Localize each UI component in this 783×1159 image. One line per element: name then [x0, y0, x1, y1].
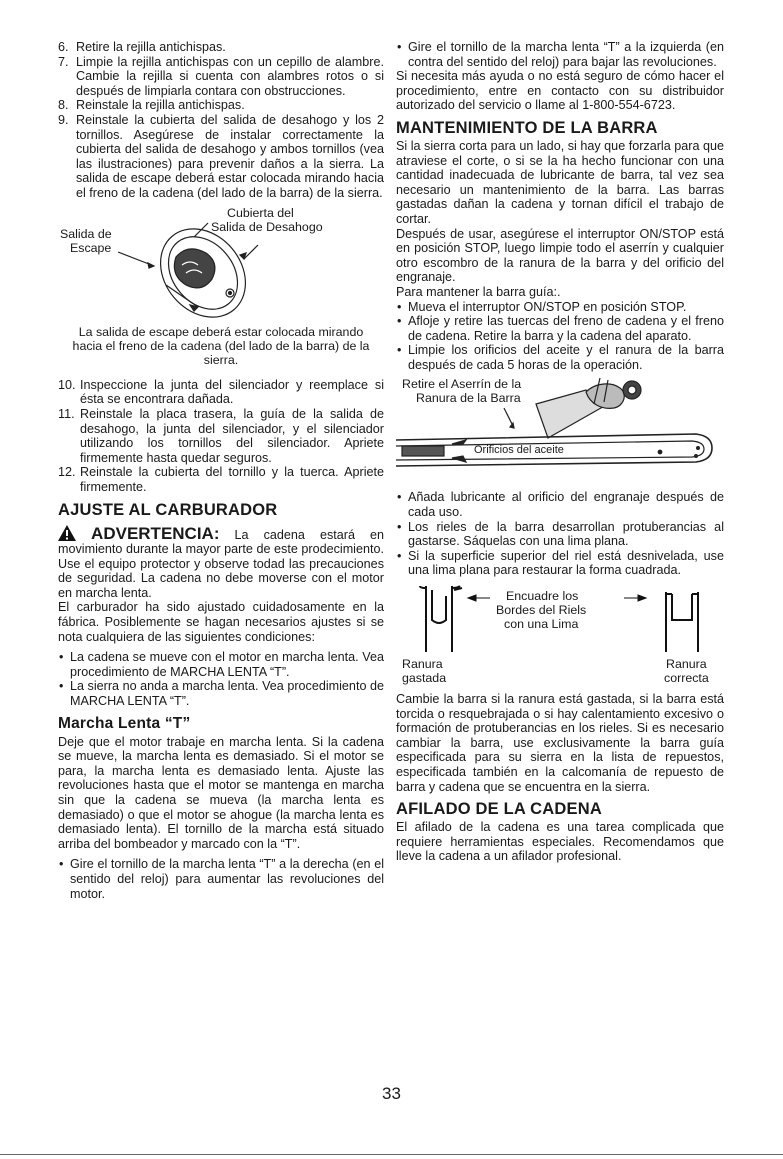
- list-item: 6. Retire la rejilla antichispas.: [58, 40, 226, 54]
- rail-center-2: Bordes del Riels: [496, 603, 587, 618]
- warning-title: ADVERTENCIA:: [91, 523, 220, 543]
- idle-paragraph: Deje que el motor trabaje en marcha lenta. Si la cadena se mueve, la marcha lenta es demasiado. Si el motor se para, la marcha lenta es demasiado lenta. Ajuste las revoluciones hasta que el motor se mantenga en marcha sin que la cadena se mueva (la marcha lenta es demasiado) o que el motor se ahogue (la marcha lenta es demasiado lenta). El tornillo de la marcha está situado arriba del bombeador y marcado con la “T”.: [58, 734, 384, 851]
- bar-paragraph-3: Para mantener la barra guía:.: [396, 284, 561, 299]
- list-item: 9. Reinstale la cubierta del salida de desahogo y los 2 tornillos. Asegúrese de instalar correctamente la cubierta del salida de desahogo y ambos tornillos (vea las ilustraciones) para prevenir daños a la sierra. La salida de escape deberá estar colocada mirando hacia el freno de la cadena (del lado de la barra) de la sierra.: [58, 112, 384, 200]
- list-item: 7. Limpie la rejilla antichispas con un cepillo de alambre. Cambie la rejilla si cuenta con alambres rotos o si después de limpiarla contara con obstrucciones.: [58, 54, 384, 98]
- list-item: • Gire el tornillo de la marcha lenta “T” a la derecha (en el sentido del reloj) para aumentar las revoluciones del motor.: [58, 857, 384, 901]
- carb-bullets: [58, 650, 384, 708]
- list-item: • Afloje y retire las tuercas del freno de cadena y el freno de cadena. Retire la barra y la cadena del aparato.: [396, 314, 724, 343]
- muffler-figure: [58, 207, 384, 325]
- rail-left-1: Ranura: [402, 657, 443, 672]
- list-item: • Añada lubricante al orificio del engranaje después de cada uso.: [396, 490, 724, 519]
- warning-block: [58, 525, 384, 601]
- label-exhaust-1: Salida de: [60, 226, 112, 241]
- bar-bullets: [396, 300, 724, 373]
- rail-left-2: gastada: [402, 671, 447, 686]
- muffler-illustration: [58, 207, 384, 325]
- muffler-caption: La salida de escape deberá estar colocada mirando hacia el freno de la cadena (del lado de la barra) de la sierra.: [72, 324, 370, 368]
- replace-paragraph: Cambie la barra si la ranura está gastada, si la barra está torcida o resquebrajada o si hay calentamiento excesivo o formación de protuberancias en los rieles. Si es necesario cambiar la barra, use exclusivamente la barra guía especificada para su sierra en la lista de repuestos, especificada también en la calcomanía de repuesto de barra y cadena que se encuentra en la sierra.: [396, 692, 724, 794]
- rail-right-1: Ranura: [666, 657, 707, 672]
- bar-heading: MANTENIMIENTO DE LA BARRA: [396, 118, 658, 137]
- bar-label-2: Ranura de la Barra: [416, 391, 521, 406]
- sharpen-paragraph: El afilado de la cadena es una tarea complicada que requiere herramientas especiales. Recomendamos que lleve la cadena a un afilador profesional.: [396, 820, 724, 864]
- sharpen-heading: AFILADO DE LA CADENA: [396, 800, 602, 819]
- bottom-rule: [0, 1154, 783, 1155]
- list-item: • Si la superficie superior del riel está desnivelada, use una lima plana para restaurar la forma cuadrada.: [396, 549, 724, 578]
- label-cover: Cubierta del: [227, 205, 294, 220]
- idle-bullets-cont: [396, 40, 724, 69]
- rail-figure: [396, 582, 724, 690]
- bar-illustration: [396, 374, 724, 486]
- label-vent: Salida de Desahogo: [211, 219, 323, 234]
- bar-bullets-2: [396, 490, 724, 578]
- list-item: 12. Reinstale la cubierta del tornillo y la tuerca. Apriete firmemente.: [58, 465, 384, 494]
- list-item: 8. Reinstale la rejilla antichispas.: [58, 98, 245, 113]
- left-column: [58, 40, 384, 901]
- list-item: • Gire el tornillo de la marcha lenta “T” a la izquierda (en contra del sentido del reloj) para bajar las revoluciones.: [396, 40, 724, 69]
- warning-text: La cadena estará en movimiento durante la mayor parte de este prodecimiento. Use el equipo protector y observe todad las precauciones de seguridad. La cadena no debe moverse con el motor en marcha lenta.: [58, 527, 385, 600]
- steps-list-a: [58, 40, 384, 201]
- list-item: • Mueva el interruptor ON/STOP en posición STOP.: [396, 300, 724, 315]
- oil-holes-label: Orificios del aceite: [474, 444, 564, 457]
- list-item: • La sierra no anda a marcha lenta. Vea procedimiento de MARCHA LENTA “T”.: [58, 679, 384, 708]
- list-item: 10. Inspeccione la junta del silenciador y reemplace si ésta se encontrara dañada.: [58, 377, 384, 407]
- right-column: [396, 40, 724, 864]
- list-item: 11. Reinstale la placa trasera, la guía de la salida de desahogo, la junta del silenciador, y el silenciador utilizando los tornillos del silenciador. Apriete firmemente hasta quedar seguros.: [58, 406, 384, 465]
- idle-bullets: [58, 857, 384, 901]
- help-paragraph: Si necesita más ayuda o no está seguro de cómo hacer el procedimiento, entre en contacto con su distribuidor autorizado del servicio o llame al 1-800-554-6723.: [396, 69, 724, 113]
- bar-label-1: Retire el Aserrín de la: [402, 377, 522, 392]
- rail-center-1: Encuadre los: [506, 589, 579, 604]
- bar-figure: [396, 374, 724, 486]
- list-item: • Los rieles de la barra desarrollan protuberancias al gastarse. Sáquelas con una lima plana.: [396, 520, 724, 549]
- rail-right-2: correcta: [664, 671, 709, 686]
- rail-center-3: con una Lima: [504, 617, 579, 632]
- carburetor-heading: AJUSTE AL CARBURADOR: [58, 500, 278, 519]
- page-number: 33: [382, 1084, 401, 1103]
- bar-paragraph-2: Después de usar, asegúrese el interruptor ON/STOP está en posición STOP, luego limpie todo el aserrín y cualquier otro escombro de la ranura de la barra y del orificio del engranaje.: [396, 226, 724, 285]
- steps-list-b: [58, 378, 384, 495]
- carb-paragraph: El carburador ha sido ajustado cuidadosamente en la fábrica. Posiblemente se hagan necesarios ajustes si se nota cualquiera de las siguientes condiciones:: [58, 600, 384, 644]
- list-item: • La cadena se mueve con el motor en marcha lenta. Vea procedimiento de MARCHA LENTA “T”.: [58, 650, 384, 679]
- warning-icon: [58, 525, 76, 541]
- bar-paragraph-1: Si la sierra corta para un lado, si hay que forzarla para que atraviese el corte, o si se la ha hecho funcionar con una cantidad inadecuada de lubricante de barra, tal vez sea necesario un mantenimiento de la barra. Las barras gastadas dañan la cadena y tornan difícil el trabajo de cortar.: [396, 138, 724, 226]
- label-exhaust-2: Escape: [70, 240, 112, 255]
- idle-heading: Marcha Lenta “T”: [58, 714, 191, 732]
- list-item: • Limpie los orificios del aceite y el ranura de la barra después de cada 5 horas de la operación.: [396, 343, 724, 372]
